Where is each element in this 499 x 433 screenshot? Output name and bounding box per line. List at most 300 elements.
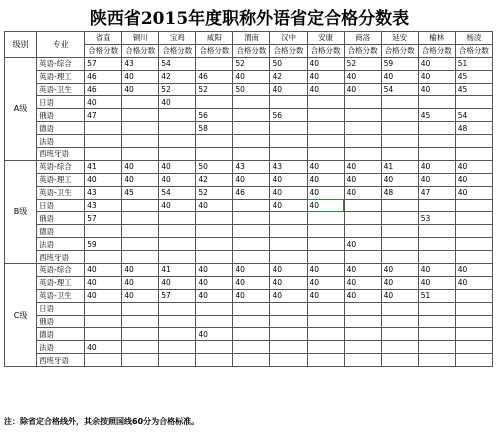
score-cell[interactable] (233, 135, 270, 148)
score-cell[interactable]: 57 (159, 289, 196, 302)
score-cell[interactable] (233, 212, 270, 225)
score-cell[interactable]: 41 (381, 160, 418, 173)
table-row (5, 264, 493, 277)
score-cell[interactable] (455, 251, 492, 264)
score-cell[interactable] (122, 341, 159, 354)
subject-cell: 俄语 (37, 212, 85, 225)
score-cell[interactable] (455, 354, 492, 367)
score-cell[interactable] (196, 315, 233, 328)
score-cell[interactable]: 40 (455, 264, 492, 277)
score-label-header: 合格分数 (344, 44, 381, 57)
score-cell[interactable]: 40 (307, 289, 344, 302)
score-cell[interactable] (85, 354, 122, 367)
score-cell[interactable] (122, 148, 159, 161)
score-cell[interactable] (270, 212, 307, 225)
score-cell[interactable] (344, 148, 381, 161)
score-cell[interactable] (455, 135, 492, 148)
score-cell[interactable] (307, 315, 344, 328)
score-cell[interactable]: 40 (85, 341, 122, 354)
score-cell[interactable] (418, 251, 455, 264)
score-cell[interactable]: 40 (122, 83, 159, 96)
score-cell[interactable]: 40 (307, 160, 344, 173)
score-cell[interactable]: 42 (159, 70, 196, 83)
score-cell[interactable] (307, 354, 344, 367)
score-cell[interactable] (270, 328, 307, 341)
score-cell[interactable] (344, 328, 381, 341)
score-cell[interactable]: 40 (233, 264, 270, 277)
score-label-header: 合格分数 (455, 44, 492, 57)
level-header: 级别 (5, 32, 37, 58)
score-cell[interactable]: 45 (455, 70, 492, 83)
score-cell[interactable]: 42 (270, 70, 307, 83)
score-cell[interactable] (85, 225, 122, 238)
score-cell[interactable]: 40 (307, 264, 344, 277)
score-cell[interactable] (196, 302, 233, 315)
score-cell[interactable] (418, 148, 455, 161)
score-cell[interactable]: 40 (307, 199, 344, 212)
subject-cell: 西班牙语 (37, 354, 85, 367)
score-cell[interactable] (122, 122, 159, 135)
score-cell[interactable] (270, 302, 307, 315)
score-cell[interactable] (270, 148, 307, 161)
score-cell[interactable]: 40 (196, 264, 233, 277)
score-cell[interactable] (455, 315, 492, 328)
score-cell[interactable] (381, 315, 418, 328)
score-cell[interactable] (418, 354, 455, 367)
score-cell[interactable] (159, 251, 196, 264)
score-cell[interactable]: 40 (270, 83, 307, 96)
score-cell[interactable] (418, 238, 455, 251)
subject-cell: 俄语 (37, 109, 85, 122)
score-cell[interactable] (307, 122, 344, 135)
score-cell[interactable] (270, 135, 307, 148)
score-cell[interactable]: 45 (455, 83, 492, 96)
score-cell[interactable]: 46 (196, 70, 233, 83)
score-cell[interactable] (307, 302, 344, 315)
score-cell[interactable] (196, 96, 233, 109)
score-cell[interactable]: 40 (85, 276, 122, 289)
score-cell[interactable]: 40 (270, 276, 307, 289)
score-cell[interactable] (122, 212, 159, 225)
score-cell[interactable]: 40 (344, 264, 381, 277)
score-cell[interactable] (455, 225, 492, 238)
score-cell[interactable]: 48 (381, 186, 418, 199)
score-cell[interactable]: 54 (455, 109, 492, 122)
score-cell[interactable] (381, 225, 418, 238)
score-cell[interactable] (159, 135, 196, 148)
score-cell[interactable]: 47 (85, 109, 122, 122)
score-cell[interactable]: 40 (307, 57, 344, 70)
score-cell[interactable]: 40 (196, 276, 233, 289)
score-cell[interactable] (270, 238, 307, 251)
table-row (5, 315, 493, 328)
score-cell[interactable]: 47 (418, 186, 455, 199)
score-cell[interactable] (233, 96, 270, 109)
score-cell[interactable]: 43 (85, 199, 122, 212)
score-cell[interactable]: 40 (381, 264, 418, 277)
score-cell[interactable]: 40 (196, 289, 233, 302)
score-cell[interactable] (381, 238, 418, 251)
score-cell[interactable] (196, 225, 233, 238)
subject-cell: 西班牙语 (37, 148, 85, 161)
subject-cell: 日语 (37, 199, 85, 212)
score-cell[interactable]: 40 (122, 173, 159, 186)
score-cell[interactable] (381, 251, 418, 264)
score-cell[interactable]: 43 (122, 57, 159, 70)
score-cell[interactable] (307, 225, 344, 238)
score-cell[interactable] (344, 315, 381, 328)
score-cell[interactable]: 40 (344, 83, 381, 96)
score-cell[interactable]: 52 (233, 57, 270, 70)
score-cell[interactable] (307, 328, 344, 341)
score-cell[interactable] (85, 135, 122, 148)
score-cell[interactable] (233, 328, 270, 341)
score-cell[interactable] (270, 251, 307, 264)
table-row (5, 109, 493, 122)
table-row (5, 212, 493, 225)
score-cell[interactable] (307, 212, 344, 225)
score-cell[interactable] (233, 251, 270, 264)
score-cell[interactable] (159, 354, 196, 367)
score-cell[interactable]: 40 (381, 276, 418, 289)
score-cell[interactable]: 40 (270, 186, 307, 199)
score-cell[interactable] (418, 341, 455, 354)
score-cell[interactable]: 40 (455, 186, 492, 199)
score-cell[interactable] (418, 315, 455, 328)
score-cell[interactable] (418, 302, 455, 315)
score-label-header: 合格分数 (196, 44, 233, 57)
score-cell[interactable] (270, 354, 307, 367)
score-cell[interactable] (122, 199, 159, 212)
score-cell[interactable] (159, 212, 196, 225)
score-cell[interactable] (122, 225, 159, 238)
score-cell[interactable]: 50 (196, 160, 233, 173)
score-cell[interactable] (418, 96, 455, 109)
score-cell[interactable] (196, 238, 233, 251)
score-cell[interactable]: 57 (85, 212, 122, 225)
score-cell[interactable] (270, 225, 307, 238)
score-cell[interactable] (418, 122, 455, 135)
score-cell[interactable] (159, 315, 196, 328)
score-cell[interactable]: 40 (455, 173, 492, 186)
score-cell[interactable]: 41 (159, 264, 196, 277)
score-cell[interactable]: 40 (418, 264, 455, 277)
table-row (5, 354, 493, 367)
score-cell[interactable]: 51 (418, 289, 455, 302)
score-cell[interactable] (159, 225, 196, 238)
score-cell[interactable] (85, 328, 122, 341)
score-cell[interactable] (122, 328, 159, 341)
score-cell[interactable]: 50 (270, 57, 307, 70)
score-cell[interactable]: 45 (122, 186, 159, 199)
score-cell[interactable] (159, 238, 196, 251)
score-cell[interactable] (196, 148, 233, 161)
score-cell[interactable] (85, 122, 122, 135)
score-cell[interactable] (159, 122, 196, 135)
score-cell[interactable]: 40 (270, 199, 307, 212)
region-header: 杨凌 (455, 32, 492, 45)
score-cell[interactable]: 40 (122, 160, 159, 173)
score-cell[interactable] (455, 96, 492, 109)
score-cell[interactable]: 40 (344, 289, 381, 302)
score-cell[interactable] (455, 148, 492, 161)
score-cell[interactable]: 40 (233, 173, 270, 186)
score-cell[interactable] (159, 328, 196, 341)
score-cell[interactable]: 40 (307, 83, 344, 96)
score-cell[interactable] (455, 341, 492, 354)
score-cell[interactable]: 59 (85, 238, 122, 251)
score-cell[interactable] (418, 225, 455, 238)
score-cell[interactable] (233, 122, 270, 135)
score-cell[interactable]: 40 (418, 83, 455, 96)
score-cell[interactable] (196, 341, 233, 354)
level-cell: C级 (5, 264, 37, 367)
score-cell[interactable]: 40 (122, 276, 159, 289)
table-row (5, 225, 493, 238)
score-cell[interactable]: 43 (233, 160, 270, 173)
score-cell[interactable]: 40 (418, 160, 455, 173)
score-cell[interactable]: 40 (418, 70, 455, 83)
score-cell[interactable]: 52 (159, 83, 196, 96)
table-row (5, 96, 493, 109)
score-cell[interactable]: 40 (344, 160, 381, 173)
score-cell[interactable]: 40 (270, 173, 307, 186)
score-cell[interactable] (455, 328, 492, 341)
score-cell[interactable]: 40 (233, 276, 270, 289)
table-row (5, 251, 493, 264)
score-label-header: 合格分数 (418, 44, 455, 57)
score-cell[interactable]: 57 (85, 57, 122, 70)
score-cell[interactable]: 40 (418, 173, 455, 186)
score-cell[interactable] (344, 135, 381, 148)
score-cell[interactable] (122, 251, 159, 264)
score-cell[interactable]: 40 (307, 173, 344, 186)
score-cell[interactable]: 40 (85, 289, 122, 302)
score-cell[interactable]: 40 (159, 96, 196, 109)
score-cell[interactable]: 40 (159, 276, 196, 289)
score-cell[interactable]: 43 (85, 186, 122, 199)
score-cell[interactable] (270, 122, 307, 135)
score-cell[interactable] (418, 135, 455, 148)
score-cell[interactable] (344, 354, 381, 367)
score-cell[interactable]: 46 (233, 186, 270, 199)
score-cell[interactable]: 40 (418, 57, 455, 70)
score-cell[interactable] (344, 122, 381, 135)
subject-cell: 日语 (37, 96, 85, 109)
score-cell[interactable] (381, 148, 418, 161)
score-cell[interactable]: 40 (270, 264, 307, 277)
score-cell[interactable] (455, 302, 492, 315)
level-cell: B级 (5, 160, 37, 263)
score-cell[interactable] (455, 199, 492, 212)
score-cell[interactable]: 40 (122, 70, 159, 83)
footnote: 注：除省定合格线外，其余按照国线60分为合格标准。 (4, 417, 200, 426)
score-cell[interactable] (381, 96, 418, 109)
region-header: 渭南 (233, 32, 270, 45)
score-cell[interactable] (196, 57, 233, 70)
score-cell[interactable] (418, 328, 455, 341)
score-cell[interactable]: 40 (159, 160, 196, 173)
subject-cell: 德语 (37, 328, 85, 341)
score-cell[interactable]: 40 (381, 289, 418, 302)
score-cell[interactable]: 52 (196, 83, 233, 96)
score-cell[interactable]: 59 (381, 57, 418, 70)
score-cell[interactable]: 41 (85, 160, 122, 173)
score-cell[interactable]: 40 (233, 70, 270, 83)
score-cell[interactable]: 40 (196, 328, 233, 341)
score-cell[interactable] (307, 96, 344, 109)
score-cell[interactable]: 54 (159, 186, 196, 199)
score-cell[interactable] (122, 109, 159, 122)
score-cell[interactable] (233, 225, 270, 238)
score-cell[interactable] (344, 302, 381, 315)
score-label-header: 合格分数 (233, 44, 270, 57)
score-cell[interactable] (344, 199, 381, 212)
score-cell[interactable]: 40 (344, 238, 381, 251)
score-cell[interactable] (344, 109, 381, 122)
score-cell[interactable] (307, 251, 344, 264)
score-cell[interactable] (122, 96, 159, 109)
score-cell[interactable]: 50 (233, 83, 270, 96)
score-cell[interactable]: 40 (307, 186, 344, 199)
score-cell[interactable] (233, 354, 270, 367)
score-cell[interactable]: 54 (159, 57, 196, 70)
score-cell[interactable] (381, 109, 418, 122)
score-cell[interactable]: 52 (344, 57, 381, 70)
score-cell[interactable] (307, 341, 344, 354)
score-cell[interactable] (122, 302, 159, 315)
score-cell[interactable]: 40 (122, 289, 159, 302)
table-row (5, 341, 493, 354)
score-cell[interactable]: 56 (270, 109, 307, 122)
header-row-regions (5, 32, 493, 45)
table-row (5, 135, 493, 148)
score-cell[interactable]: 40 (85, 96, 122, 109)
score-cell[interactable]: 40 (344, 186, 381, 199)
score-cell[interactable]: 54 (381, 83, 418, 96)
subject-cell: 英语-综合 (37, 160, 85, 173)
score-cell[interactable] (418, 199, 455, 212)
score-cell[interactable] (381, 354, 418, 367)
score-cell[interactable] (307, 148, 344, 161)
score-cell[interactable] (196, 251, 233, 264)
score-cell[interactable] (381, 199, 418, 212)
score-cell[interactable] (85, 302, 122, 315)
score-label-header: 合格分数 (270, 44, 307, 57)
score-cell[interactable] (159, 302, 196, 315)
score-cell[interactable] (270, 315, 307, 328)
score-cell[interactable] (344, 225, 381, 238)
score-cell[interactable] (85, 315, 122, 328)
score-cell[interactable] (344, 212, 381, 225)
score-cell[interactable] (270, 96, 307, 109)
score-cell[interactable] (159, 148, 196, 161)
score-cell[interactable] (122, 135, 159, 148)
score-cell[interactable]: 40 (344, 173, 381, 186)
score-cell[interactable] (159, 341, 196, 354)
score-cell[interactable] (196, 135, 233, 148)
score-cell[interactable] (381, 302, 418, 315)
score-cell[interactable] (381, 341, 418, 354)
score-cell[interactable] (381, 212, 418, 225)
subject-cell: 英语-卫生 (37, 289, 85, 302)
score-cell[interactable] (381, 135, 418, 148)
score-cell[interactable] (381, 328, 418, 341)
table-row (5, 148, 493, 161)
score-cell[interactable]: 42 (196, 173, 233, 186)
score-cell[interactable]: 40 (344, 70, 381, 83)
score-cell[interactable] (233, 341, 270, 354)
score-cell[interactable]: 40 (85, 173, 122, 186)
table-row (5, 302, 493, 315)
score-cell[interactable] (233, 302, 270, 315)
score-cell[interactable] (122, 238, 159, 251)
score-cell[interactable] (122, 354, 159, 367)
score-cell[interactable]: 45 (418, 109, 455, 122)
score-cell[interactable] (455, 289, 492, 302)
score-cell[interactable] (307, 135, 344, 148)
score-cell[interactable]: 40 (307, 70, 344, 83)
score-cell[interactable]: 40 (455, 276, 492, 289)
score-cell[interactable] (455, 212, 492, 225)
score-cell[interactable] (233, 238, 270, 251)
score-cell[interactable]: 52 (196, 186, 233, 199)
score-cell[interactable]: 40 (381, 70, 418, 83)
score-cell[interactable]: 40 (307, 276, 344, 289)
score-cell[interactable]: 51 (455, 57, 492, 70)
score-cell[interactable] (233, 109, 270, 122)
score-cell[interactable]: 40 (159, 173, 196, 186)
score-cell[interactable]: 40 (418, 276, 455, 289)
score-cell[interactable]: 40 (85, 264, 122, 277)
score-cell[interactable] (159, 109, 196, 122)
score-cell[interactable] (85, 251, 122, 264)
score-cell[interactable]: 58 (196, 122, 233, 135)
score-cell[interactable]: 46 (85, 83, 122, 96)
score-cell[interactable] (344, 251, 381, 264)
score-cell[interactable] (344, 96, 381, 109)
score-cell[interactable] (455, 238, 492, 251)
score-cell[interactable]: 40 (270, 289, 307, 302)
score-cell[interactable]: 56 (196, 109, 233, 122)
score-cell[interactable]: 43 (270, 160, 307, 173)
score-cell[interactable] (233, 315, 270, 328)
score-cell[interactable]: 40 (344, 276, 381, 289)
score-cell[interactable] (307, 238, 344, 251)
score-cell[interactable]: 40 (122, 264, 159, 277)
region-header: 商洛 (344, 32, 381, 45)
score-cell[interactable]: 40 (196, 199, 233, 212)
score-cell[interactable] (196, 354, 233, 367)
score-cell[interactable]: 40 (159, 199, 196, 212)
score-cell[interactable]: 40 (455, 160, 492, 173)
score-cell[interactable] (344, 341, 381, 354)
score-cell[interactable] (196, 212, 233, 225)
score-cell[interactable] (233, 199, 270, 212)
score-cell[interactable]: 40 (381, 173, 418, 186)
score-cell[interactable]: 40 (233, 289, 270, 302)
score-cell[interactable] (85, 148, 122, 161)
score-cell[interactable] (381, 122, 418, 135)
score-cell[interactable] (233, 148, 270, 161)
score-cell[interactable] (307, 109, 344, 122)
score-cell[interactable]: 53 (418, 212, 455, 225)
score-cell[interactable] (270, 341, 307, 354)
score-cell[interactable]: 46 (85, 70, 122, 83)
score-cell[interactable] (122, 315, 159, 328)
score-cell[interactable]: 48 (455, 122, 492, 135)
region-header: 汉中 (270, 32, 307, 45)
